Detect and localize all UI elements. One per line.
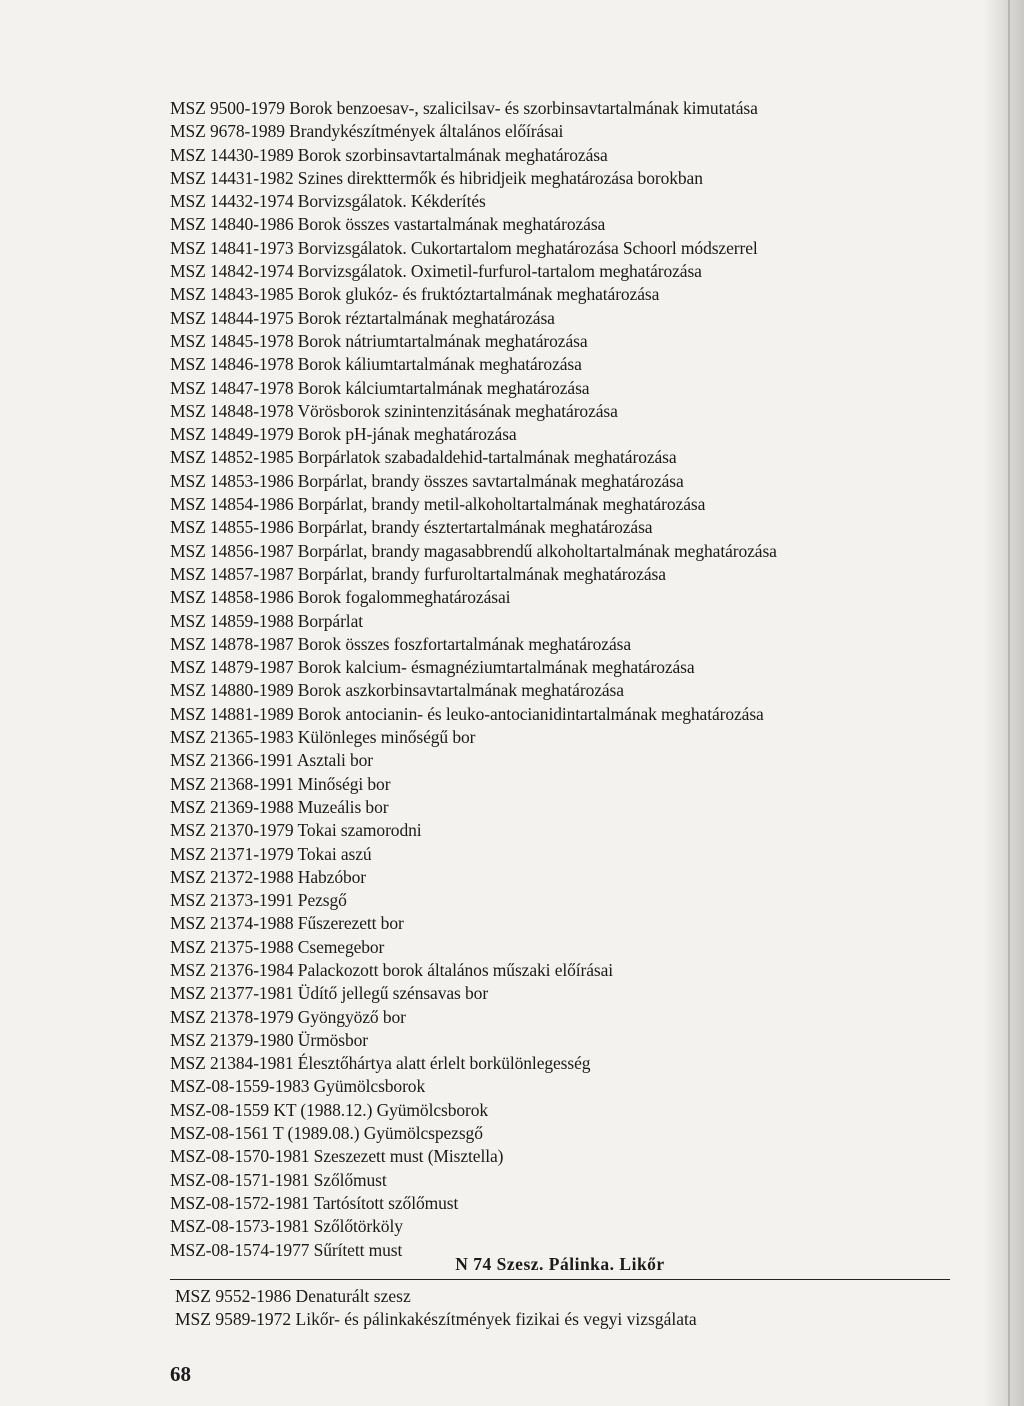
list-item: MSZ-08-1572-1981 Tartósított szőlőmust	[170, 1192, 459, 1213]
list-item: MSZ 14840-1986 Borok összes vastartalmának meghatározása	[170, 214, 606, 235]
page-edge-shadow	[984, 0, 1024, 1406]
list-item: MSZ 21374-1988 Fűszerezett bor	[170, 913, 404, 934]
list-item: MSZ 21368-1991 Minőségi bor	[170, 773, 391, 794]
list-item: MSZ 14430-1989 Borok szorbinsavtartalmának meghatározása	[170, 144, 608, 165]
list-item: MSZ 21372-1988 Habzóbor	[170, 866, 367, 887]
list-item: MSZ 14855-1986 Borpárlat, brandy észtertartalmának meghatározása	[170, 517, 653, 538]
list-item: MSZ 14854-1986 Borpárlat, brandy metil-alkoholtartalmának meghatározása	[170, 494, 706, 515]
section-list	[175, 1285, 955, 1332]
list-item: MSZ 14879-1987 Borok kalcium- ésmagnéziumtartalmának meghatározása	[170, 657, 695, 678]
list-item: MSZ 14852-1985 Borpárlatok szabadaldehid-tartalmának meghatározása	[170, 447, 677, 468]
list-item: MSZ-08-1571-1981 Szőlőmust	[170, 1169, 387, 1190]
list-item: MSZ 14431-1982 Szines direkttermők és hibridjeik meghatározása borokban	[170, 167, 703, 188]
list-item: MSZ 14845-1978 Borok nátriumtartalmának meghatározása	[170, 330, 588, 351]
list-item: MSZ 14858-1986 Borok fogalommeghatározásai	[170, 587, 511, 608]
list-item: MSZ 14847-1978 Borok kálciumtartalmának meghatározása	[170, 377, 590, 398]
list-item: MSZ 9589-1972 Likőr- és pálinkakészítmények fizikai és vegyi vizsgálata	[175, 1309, 697, 1330]
list-item: MSZ 21377-1981 Üdítő jellegű szénsavas bor	[170, 983, 489, 1004]
standards-list	[170, 97, 960, 1262]
list-item: MSZ 14432-1974 Borvizsgálatok. Kékderítés	[170, 191, 486, 212]
list-item: MSZ-08-1573-1981 Szőlőtörköly	[170, 1216, 403, 1237]
list-item: MSZ 14857-1987 Borpárlat, brandy furfuroltartalmának meghatározása	[170, 563, 666, 584]
list-item: MSZ 21375-1988 Csemegebor	[170, 936, 385, 957]
list-item: MSZ 9500-1979 Borok benzoesav-, szalicilsav- és szorbinsavtartalmának kimutatása	[170, 98, 758, 118]
list-item: MSZ 14844-1975 Borok réztartalmának meghatározása	[170, 307, 555, 328]
page-number: 68	[170, 1362, 191, 1386]
list-item: MSZ 14842-1974 Borvizsgálatok. Oximetil-furfurol-tartalom meghatározása	[170, 261, 702, 282]
list-item: MSZ 14849-1979 Borok pH-jának meghatározása	[170, 424, 517, 445]
list-item: MSZ 14856-1987 Borpárlat, brandy magasabbrendű alkoholtartalmának meghatározása	[170, 540, 777, 561]
list-item: MSZ 14881-1989 Borok antocianin- és leuko-antocianidintartalmának meghatározása	[170, 703, 764, 724]
list-item: MSZ 14880-1989 Borok aszkorbinsavtartalmának meghatározása	[170, 680, 624, 701]
list-item: MSZ 21376-1984 Palackozott borok általános műszaki előírásai	[170, 959, 614, 980]
list-item: MSZ 21371-1979 Tokai aszú	[170, 843, 372, 864]
list-item: MSZ 21373-1991 Pezsgő	[170, 890, 347, 911]
list-item: MSZ 21378-1979 Gyöngyöző bor	[170, 1006, 406, 1027]
list-item: MSZ 14843-1985 Borok glukóz- és fruktóztartalmának meghatározása	[170, 284, 660, 305]
list-item: MSZ-08-1559 KT (1988.12.) Gyümölcsborok	[170, 1099, 489, 1120]
section-heading: N 74 Szesz. Pálinka. Likőr	[455, 1254, 665, 1274]
list-item: MSZ 21365-1983 Különleges minőségű bor	[170, 727, 476, 748]
list-item: MSZ 21366-1991 Asztali bor	[170, 750, 374, 771]
list-item: MSZ 9552-1986 Denaturált szesz	[175, 1286, 411, 1306]
list-item: MSZ-08-1559-1983 Gyümölcsborok	[170, 1076, 426, 1097]
list-item: MSZ-08-1574-1977 Sűrített must	[170, 1239, 403, 1260]
list-item: MSZ-08-1570-1981 Szeszezett must (Misztella)	[170, 1146, 504, 1167]
list-item: MSZ 21379-1980 Ürmösbor	[170, 1029, 368, 1050]
list-item: MSZ 21369-1988 Muzeális bor	[170, 796, 389, 817]
list-item: MSZ 21370-1979 Tokai szamorodni	[170, 820, 422, 841]
list-item: MSZ 14878-1987 Borok összes foszfortartalmának meghatározása	[170, 633, 632, 654]
list-item: MSZ 14859-1988 Borpárlat	[170, 610, 363, 631]
list-item: MSZ 21384-1981 Élesztőhártya alatt érlelt borkülönlegesség	[170, 1053, 591, 1074]
list-item: MSZ-08-1561 T (1989.08.) Gyümölcspezsgő	[170, 1123, 483, 1144]
list-item: MSZ 14853-1986 Borpárlat, brandy összes savtartalmának meghatározása	[170, 470, 684, 491]
page-edge-line	[1008, 0, 1010, 1406]
list-item: MSZ 14848-1978 Vörösborok szinintenzitásának meghatározása	[170, 400, 618, 421]
list-item: MSZ 14841-1973 Borvizsgálatok. Cukortartalom meghatározása Schoorl módszerrel	[170, 237, 758, 258]
list-item: MSZ 9678-1989 Brandykészítmények általános előírásai	[170, 121, 564, 142]
section-divider	[170, 1279, 950, 1280]
list-item: MSZ 14846-1978 Borok káliumtartalmának meghatározása	[170, 354, 582, 375]
